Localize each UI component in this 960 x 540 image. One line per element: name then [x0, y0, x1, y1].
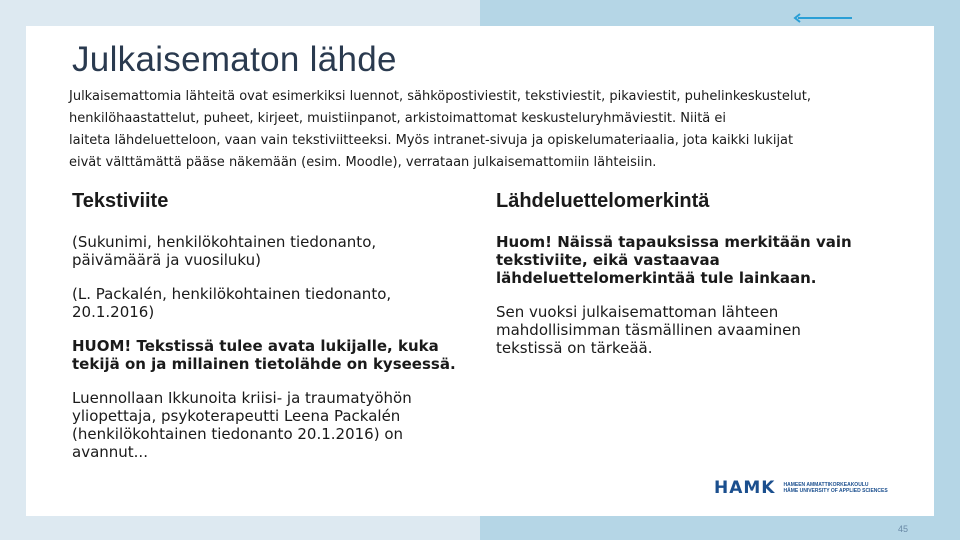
column-heading-left: Tekstiviite	[72, 190, 169, 212]
citation-format: (Sukunimi, henkilökohtainen tiedonanto, päivämäärä ja vuosiluku)	[72, 233, 377, 269]
intro-line: henkilöhaastattelut, puheet, kirjeet, muistiinpanot, arkistoimattomat keskusteluryhmäviestit. Niitä ei	[69, 111, 727, 126]
intro-line: eivät välttämättä pääse näkemään (esim. Moodle), verrataan julkaisemattomiin lähteisiin.	[69, 155, 657, 170]
logo-mark: HAMK	[714, 478, 776, 498]
page-number: 45	[898, 524, 909, 534]
column-in-text-citation	[72, 190, 462, 477]
slide-content	[26, 26, 934, 534]
logo-line: HAMEEN AMMATTIKORKEAKOULU	[783, 482, 869, 488]
intro-line: laiteta lähdeluetteloon, vaan vain tekstiviitteeksi. Myös intranet-sivuja ja opiskelumateriaalia, jota kaikki lukijat	[69, 133, 794, 148]
citation-note: HUOM! Tekstissä tulee avata lukijalle, kuka tekijä on ja millainen tietolähde on kyseessä.	[72, 337, 456, 373]
arrow-left-icon	[792, 11, 854, 25]
logo-line: HÄME UNIVERSITY OF APPLIED SCIENCES	[783, 488, 888, 494]
reference-explanation: Sen vuoksi julkaisemattoman lähteen mahdollisimman täsmällinen avaaminen tekstissä on tärkeää.	[496, 303, 801, 357]
hamk-logo	[714, 476, 914, 500]
reference-note: Huom! Näissä tapauksissa merkitään vain tekstiviite, eikä vastaavaa lähdeluettelomerkintää tule lainkaan.	[496, 233, 852, 287]
column-heading-right: Lähdeluettelomerkintä	[496, 190, 710, 212]
citation-example: (L. Packalén, henkilökohtainen tiedonanto, 20.1.2016)	[72, 285, 392, 321]
citation-usage-example: Luennollaan Ikkunoita kriisi- ja traumatyöhön yliopettaja, psykoterapeutti Leena Packalén (henkilökohtainen tiedonanto 20.1.2016) on avannut...	[72, 389, 412, 461]
intro-text	[69, 86, 919, 174]
intro-line: Julkaisemattomia lähteitä ovat esimerkiksi luennot, sähköpostiviestit, tekstiviestit, pikaviestit, puhelinkeskustelut,	[69, 89, 811, 104]
logo-text	[783, 482, 887, 494]
slide-title: Julkaisematon lähde	[72, 40, 397, 79]
column-reference-list	[496, 190, 866, 373]
